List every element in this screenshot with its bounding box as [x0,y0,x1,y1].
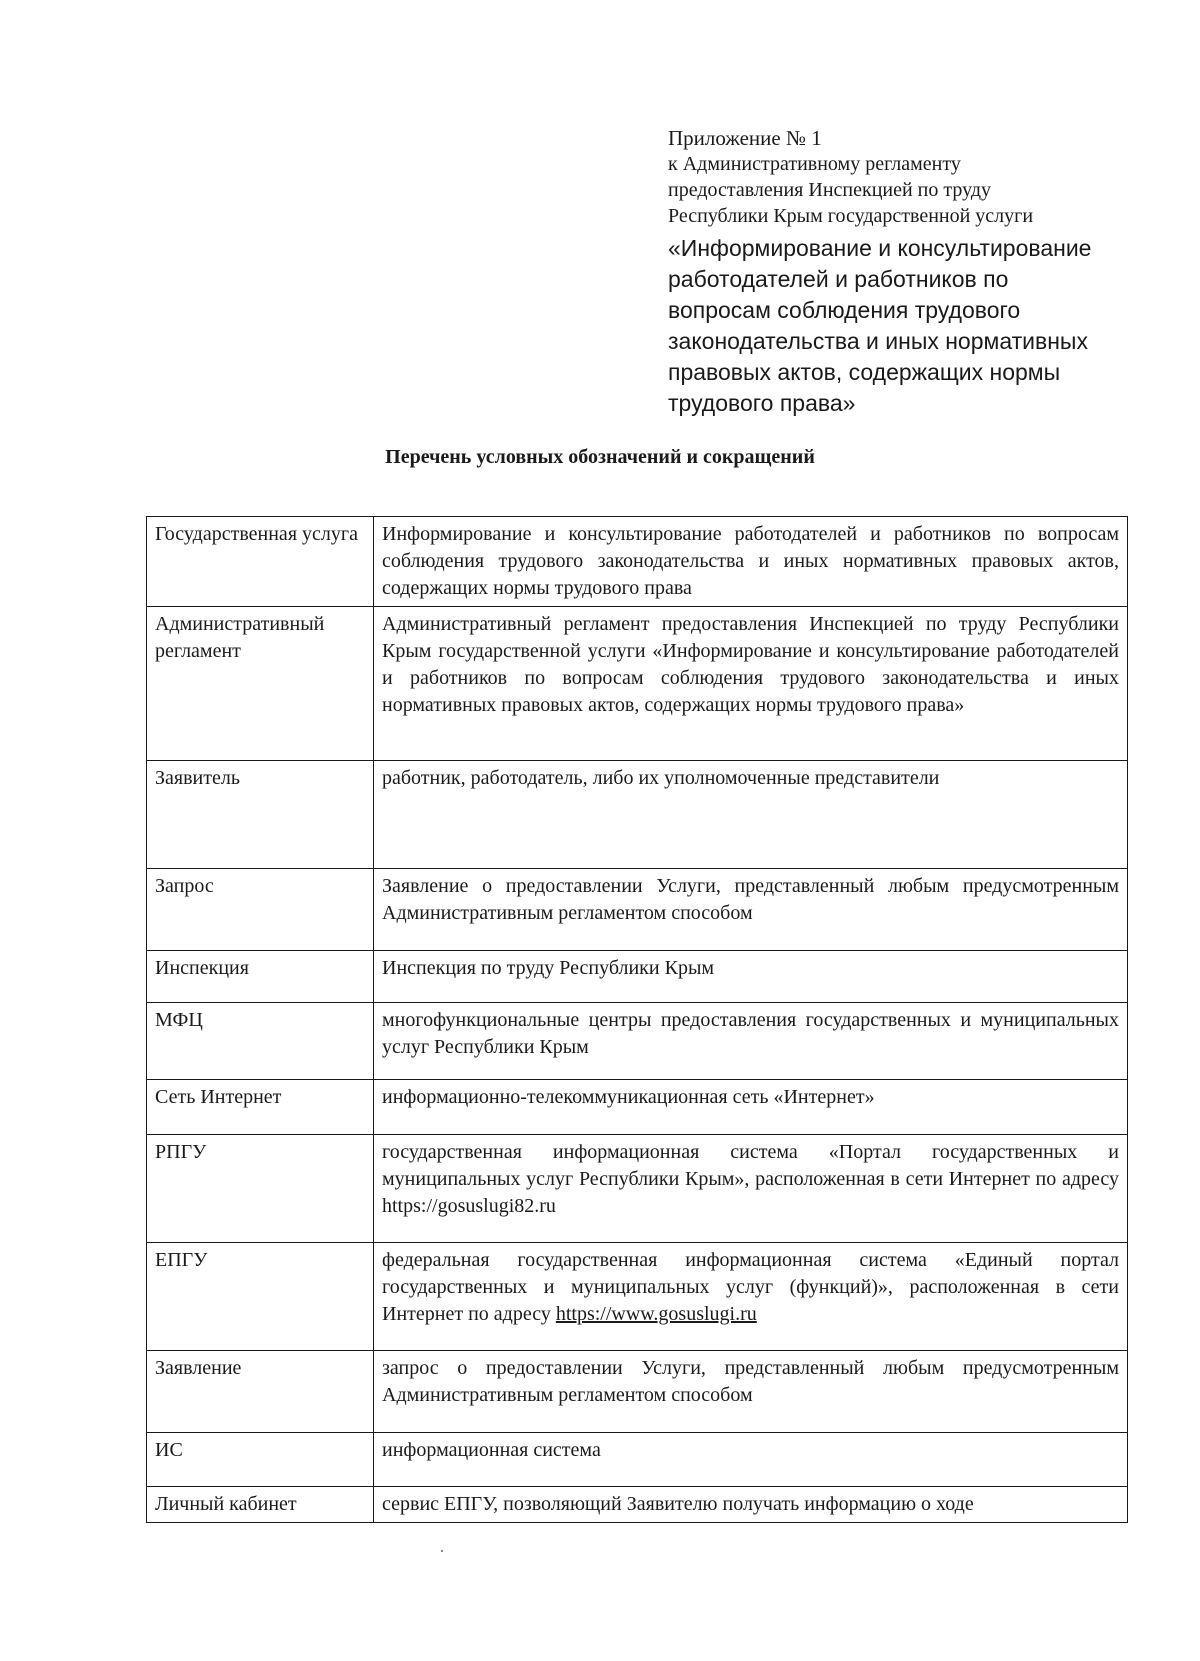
definition-cell [374,1243,1128,1351]
table-row [147,1243,1128,1351]
definition-cell: Информирование и консультирование работодателей и работников по вопросам соблюдения трудового законодательства и иных нормативных правовых актов, содержащих нормы трудового права [374,517,1128,607]
gosuslugi-link[interactable]: https://www.gosuslugi.ru [555,1303,757,1325]
term-cell: Административный регламент [147,607,374,761]
term-cell: Государственная услуга [147,517,374,607]
annex-line-2: предоставления Инспекцией по труду [668,179,992,201]
table-row [147,869,1128,951]
annex-service-name [668,233,1168,419]
definition-cell: информационная система [374,1433,1128,1487]
service-name-line: вопросам соблюдения трудового [668,297,1021,323]
table-row [147,951,1128,1003]
definition-text: федеральная государственная информационная система «Единый портал государственных и муниципальных услуг (функций)», расположенная в сети Интернет по адресу [382,1249,1119,1325]
service-name-line: трудового права» [668,390,856,416]
table-row [147,1080,1128,1135]
term-cell: Инспекция [147,951,374,1003]
service-name-line: законодательства и иных нормативных [668,328,1088,354]
definition-cell: государственная информационная система «Портал государственных и муниципальных услуг Республики Крым», расположенная в сети Интернет по адресу https://gosuslugi82.ru [374,1135,1128,1243]
table-row [147,761,1128,869]
definition-cell: Заявление о предоставлении Услуги, представленный любым предусмотренным Административным регламентом способом [374,869,1128,951]
service-name-line: работодателей и работников по [668,266,1009,292]
table-row [147,1351,1128,1433]
annex-header [668,126,1168,419]
definition-cell: сервис ЕПГУ, позволяющий Заявителю получать информацию о ходе [374,1487,1128,1523]
abbreviations-table [146,516,1128,1523]
term-cell: МФЦ [147,1003,374,1080]
annex-line-3: Республики Крым государственной услуги [668,205,1034,227]
definition-cell: Инспекция по труду Республики Крым [374,951,1128,1003]
table-row [147,517,1128,607]
table-row [147,1487,1128,1523]
term-cell: Запрос [147,869,374,951]
definition-cell: Административный регламент предоставления Инспекцией по труду Республики Крым государственной услуги «Информирование и консультирование работодателей и работников по вопросам соблюдения трудового законодательства и иных нормативных правовых актов, содержащих нормы трудового права» [374,607,1128,761]
table-row [147,1003,1128,1080]
definition-cell: информационно-телекоммуникационная сеть «Интернет» [374,1080,1128,1135]
term-cell: Личный кабинет [147,1487,374,1523]
annex-number: Приложение № 1 [668,126,822,150]
service-name-line: правовых актов, содержащих нормы [668,359,1061,385]
term-cell: ЕПГУ [147,1243,374,1351]
term-cell: Заявитель [147,761,374,869]
table-row [147,1433,1128,1487]
table-row [147,1135,1128,1243]
definition-cell: многофункциональные центры предоставления государственных и муниципальных услуг Республики Крым [374,1003,1128,1080]
term-cell: Заявление [147,1351,374,1433]
scan-speck [441,1550,443,1552]
table-row [147,607,1128,761]
term-cell: РПГУ [147,1135,374,1243]
definition-cell: работник, работодатель, либо их уполномоченные представители [374,761,1128,869]
definition-cell: запрос о предоставлении Услуги, представленный любым предусмотренным Административным регламентом способом [374,1351,1128,1433]
page-title: Перечень условных обозначений и сокращений [385,446,815,468]
term-cell: Сеть Интернет [147,1080,374,1135]
service-name-line: «Информирование и консультирование [668,235,1092,261]
annex-line-1: к Административному регламенту [668,153,961,175]
term-cell: ИС [147,1433,374,1487]
